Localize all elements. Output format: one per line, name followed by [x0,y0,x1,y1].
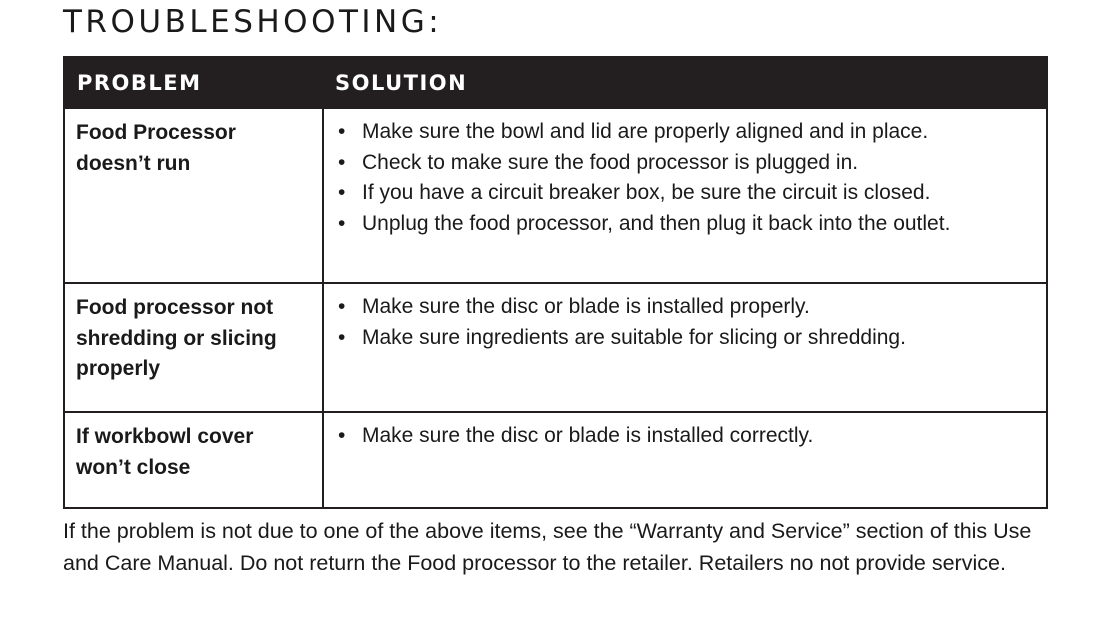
solution-cell [323,412,1047,508]
header-solution: SOLUTION [323,57,1047,108]
solution-item [338,117,1036,148]
footer-note: If the problem is not due to one of the above items, see the “Warranty and Service” section of this Use and Care Manual. Do not return the Food processor to the retailer. Retailers no not provide service. [63,519,1032,575]
problem-cell: If workbowl cover won’t close [64,412,323,508]
solution-item [338,178,1036,209]
solution-text: Make sure the disc or blade is installed correctly. [362,424,814,447]
problem-cell: Food Processor doesn’t run [64,108,323,283]
bullet-icon: • [338,211,346,235]
solution-item [338,148,1036,179]
solution-item [338,323,1036,354]
solution-item [338,209,1036,240]
solution-cell [323,108,1047,283]
solution-text: Check to make sure the food processor is plugged in. [362,150,859,174]
solution-list [338,421,1036,452]
solution-list [338,117,1036,239]
solution-text: Make sure the disc or blade is installed properly. [362,295,810,318]
table-header-row [64,57,1047,108]
solution-list [338,292,1036,353]
solution-text: Make sure ingredients are suitable for slicing or shredding. [362,325,906,349]
solution-item [338,421,1036,452]
solution-text: If you have a circuit breaker box, be sure the circuit is closed. [362,181,931,204]
troubleshooting-table [63,56,1048,509]
solution-cell [323,283,1047,412]
solution-item [338,292,1036,323]
bullet-icon: • [338,295,346,318]
solution-text: Unplug the food processor, and then plug it back into the outlet. [362,211,951,235]
header-problem: PROBLEM [64,57,323,108]
problem-cell: Food processor not shredding or slicing properly [64,283,323,412]
bullet-icon: • [338,150,346,174]
bullet-icon: • [338,120,346,143]
bullet-icon: • [338,424,346,447]
table-row [64,283,1047,412]
solution-text: Make sure the bowl and lid are properly aligned and in place. [362,120,929,143]
page-title: TROUBLESHOOTING: [63,4,443,40]
table-row [64,412,1047,508]
bullet-icon: • [338,181,346,204]
table-row [64,108,1047,283]
bullet-icon: • [338,325,346,349]
